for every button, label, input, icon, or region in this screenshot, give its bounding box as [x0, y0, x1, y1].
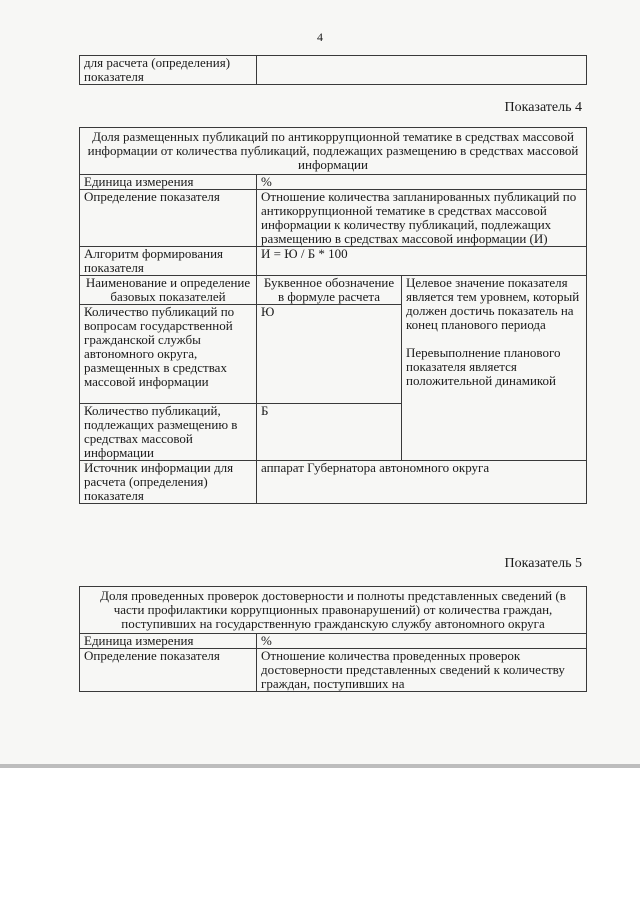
base-indicator-symbol: Б: [257, 404, 402, 461]
row-label: для расчета (определения) показателя: [80, 56, 257, 85]
base-indicator-name: Количество публикаций по вопросам государственной гражданской службы автономного округа, размещенных в средствах массовой информации: [80, 305, 257, 404]
header-symbol: Буквенное обозначение в формуле расчета: [257, 276, 402, 305]
source-value: аппарат Губернатора автономного округа: [257, 461, 587, 504]
header-name: Наименование и определение базовых показателей: [80, 276, 257, 305]
algorithm-label: Алгоритм формирования показателя: [80, 247, 257, 276]
target-value-cell: [402, 276, 587, 461]
source-label: Источник информации для расчета (определения) показателя: [80, 461, 257, 504]
target-value-text: Целевое значение показателя является тем уровнем, который должен достичь показатель на конец планового периода: [406, 275, 580, 332]
indicator-5-table: [79, 586, 587, 692]
unit-value: %: [257, 634, 587, 649]
previous-indicator-fragment-table: [79, 55, 587, 85]
table-row: [80, 461, 587, 504]
indicator-4-label: Показатель 4: [504, 100, 582, 115]
scan-margin: [0, 768, 640, 905]
row-value: [257, 56, 587, 85]
table-row: [80, 587, 587, 634]
table-row: [80, 56, 587, 85]
table-row: [80, 190, 587, 247]
indicator-4-table: [79, 127, 587, 504]
unit-label: Единица измерения: [80, 175, 257, 190]
table-row: [80, 247, 587, 276]
table-row: [80, 276, 587, 305]
unit-label: Единица измерения: [80, 634, 257, 649]
table-row: [80, 175, 587, 190]
indicator-title: Доля проведенных проверок достоверности и полноты представленных сведений (в части профилактики коррупционных правонарушений) от количества граждан, поступивших на государственную гражданскую службу автономного округа: [80, 587, 587, 634]
unit-value: %: [257, 175, 587, 190]
definition-label: Определение показателя: [80, 649, 257, 692]
algorithm-formula: И = Ю / Б * 100: [257, 247, 587, 276]
table-row: [80, 649, 587, 692]
definition-value: Отношение количества проведенных проверок достоверности представленных сведений к количеству граждан, поступивших на: [257, 649, 587, 692]
definition-label: Определение показателя: [80, 190, 257, 247]
base-indicator-name: Количество публикаций, подлежащих размещению в средствах массовой информации: [80, 404, 257, 461]
table-row: [80, 128, 587, 175]
definition-value: Отношение количества запланированных публикаций по антикоррупционной тематике в средствах массовой информации к количеству публикаций, подлежащих размещению в средствах массовой информации (И): [257, 190, 587, 247]
indicator-5-label: Показатель 5: [504, 556, 582, 571]
page-number: 4: [317, 30, 323, 44]
paragraph-gap: [406, 332, 582, 346]
target-value-note: Перевыполнение планового показателя является положительной динамикой: [406, 345, 561, 388]
base-indicator-symbol: Ю: [257, 305, 402, 404]
table-row: [80, 634, 587, 649]
indicator-title: Доля размещенных публикаций по антикоррупционной тематике в средствах массовой информации от количества публикаций, подлежащих размещению в средствах массовой информации: [80, 128, 587, 175]
